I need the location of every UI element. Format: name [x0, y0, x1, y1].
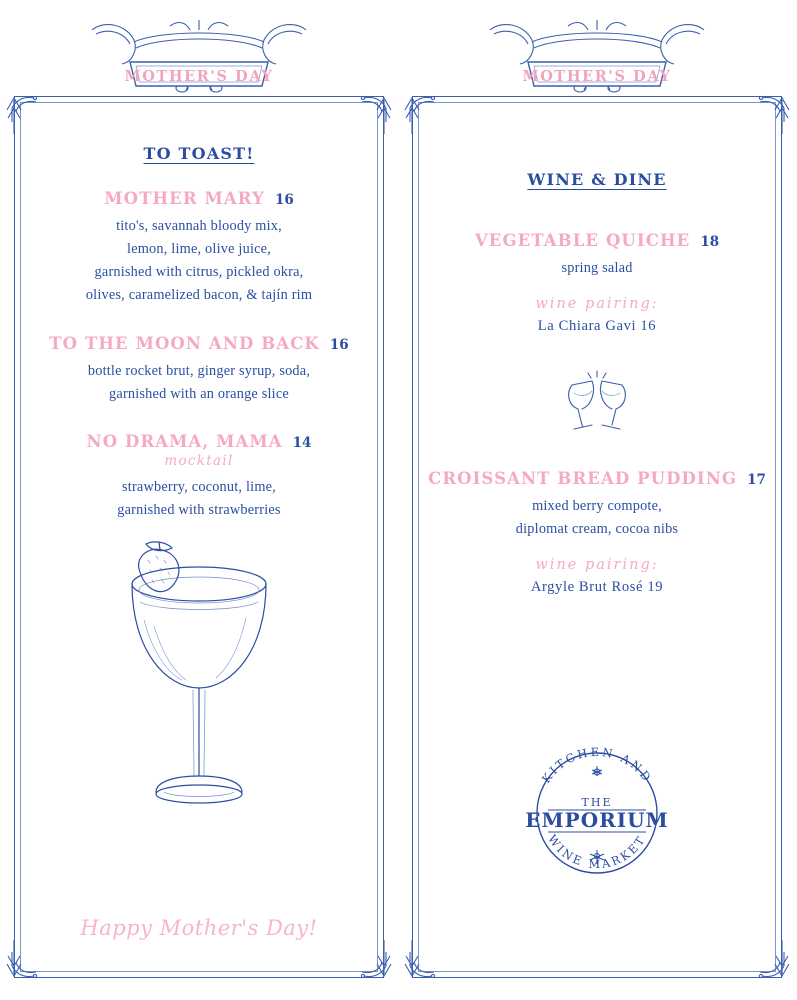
left-banner-text: MOTHER'S DAY: [124, 68, 274, 85]
menu-item-head: [28, 432, 370, 451]
left-banner: [74, 18, 324, 94]
closing-message: Happy Mother's Day!: [80, 916, 318, 940]
menu-item-head: [28, 189, 370, 208]
corner-flourish-icon: [10, 92, 36, 118]
logo-arc-bottom: WINE MARKET: [545, 832, 649, 872]
menu-item-name: MOTHER MARY: [104, 189, 265, 208]
section-title-to-toast: TO TOAST!: [143, 144, 255, 163]
menu-item-description: [426, 257, 768, 280]
menu-item: [28, 189, 370, 308]
arrow-ornament-icon: [402, 933, 422, 978]
right-content: [426, 118, 768, 966]
arrow-ornament-icon: [374, 96, 394, 141]
menu-item-name: TO THE MOON AND BACK: [49, 333, 320, 353]
menu-item-description: [28, 476, 370, 522]
menu-item-head: [426, 231, 768, 250]
menu-item-description: [28, 215, 370, 308]
section-title-wine-and-dine: WINE & DINE: [527, 170, 667, 189]
menu-item-name: CROISSANT BREAD PUDDING: [428, 469, 738, 489]
wine-pairing-value: La Chiara Gavi 16: [537, 318, 657, 335]
menu-item: [28, 432, 370, 522]
menu-item-price: 16: [329, 336, 349, 353]
arrow-ornament-icon: [4, 96, 24, 141]
right-banner-text: MOTHER'S DAY: [522, 68, 672, 85]
desc-line: spring salad: [561, 260, 633, 276]
menu-item-description: [28, 360, 370, 406]
arrow-ornament-icon: [402, 96, 422, 141]
menu-item-name: VEGETABLE QUICHE: [474, 231, 691, 250]
desc-line: mixed berry compote,: [532, 498, 662, 515]
desc-line: lemon, lime, olive juice,: [127, 241, 271, 258]
svg-text:KITCHEN AND: [539, 745, 655, 786]
menu-item-price: 14: [292, 434, 312, 451]
arrow-ornament-icon: [374, 933, 394, 978]
logo-main: EMPORIUM: [525, 808, 669, 832]
corner-flourish-icon: [362, 92, 388, 118]
right-banner: [472, 18, 722, 94]
logo-arc-top: KITCHEN AND: [538, 744, 656, 786]
logo-the: THE: [581, 796, 613, 809]
menu-item-description: [426, 495, 768, 541]
corner-flourish-icon: [408, 92, 434, 118]
corner-flourish-icon: [760, 92, 786, 118]
menu-item-head: [28, 334, 370, 353]
right-menu-panel: [398, 0, 796, 1000]
menu-item-price: 18: [700, 234, 720, 250]
desc-line: garnished with strawberries: [117, 502, 281, 519]
desc-line: strawberry, coconut, lime,: [122, 478, 276, 495]
menu-item: [28, 334, 370, 406]
menu-item-tag: mocktail: [164, 452, 234, 469]
menu-item: [426, 469, 768, 596]
left-content: [28, 118, 370, 966]
wine-pairing-label: wine pairing:: [535, 557, 659, 574]
menu-item-head: [426, 469, 768, 488]
desc-line: olives, caramelized bacon, & tajín rim: [85, 287, 313, 304]
menu-item-name: NO DRAMA, MAMA: [86, 431, 283, 451]
arrow-ornament-icon: [772, 933, 792, 978]
desc-line: bottle rocket brut, ginger syrup, soda,: [87, 362, 311, 379]
wine-pairing-label: wine pairing:: [535, 296, 659, 313]
emporium-logo: [426, 738, 768, 888]
coupe-glass-with-strawberry-illustration: [28, 540, 370, 840]
left-menu-panel: [0, 0, 398, 1000]
wine-pairing-value: Argyle Brut Rosé 19: [530, 579, 664, 596]
desc-line: tito's, savannah bloody mix,: [116, 218, 282, 234]
arrow-ornament-icon: [4, 933, 24, 978]
menu-item-price: 17: [747, 472, 766, 489]
desc-line: garnished with an orange slice: [109, 385, 289, 402]
arrow-ornament-icon: [772, 96, 792, 141]
desc-line: diplomat cream, cocoa nibs: [515, 521, 679, 538]
menu-item: [426, 231, 768, 335]
desc-line: garnished with citrus, pickled okra,: [94, 264, 304, 281]
menu-item-price: 16: [274, 192, 294, 208]
clinking-glasses-icon: [426, 369, 768, 439]
